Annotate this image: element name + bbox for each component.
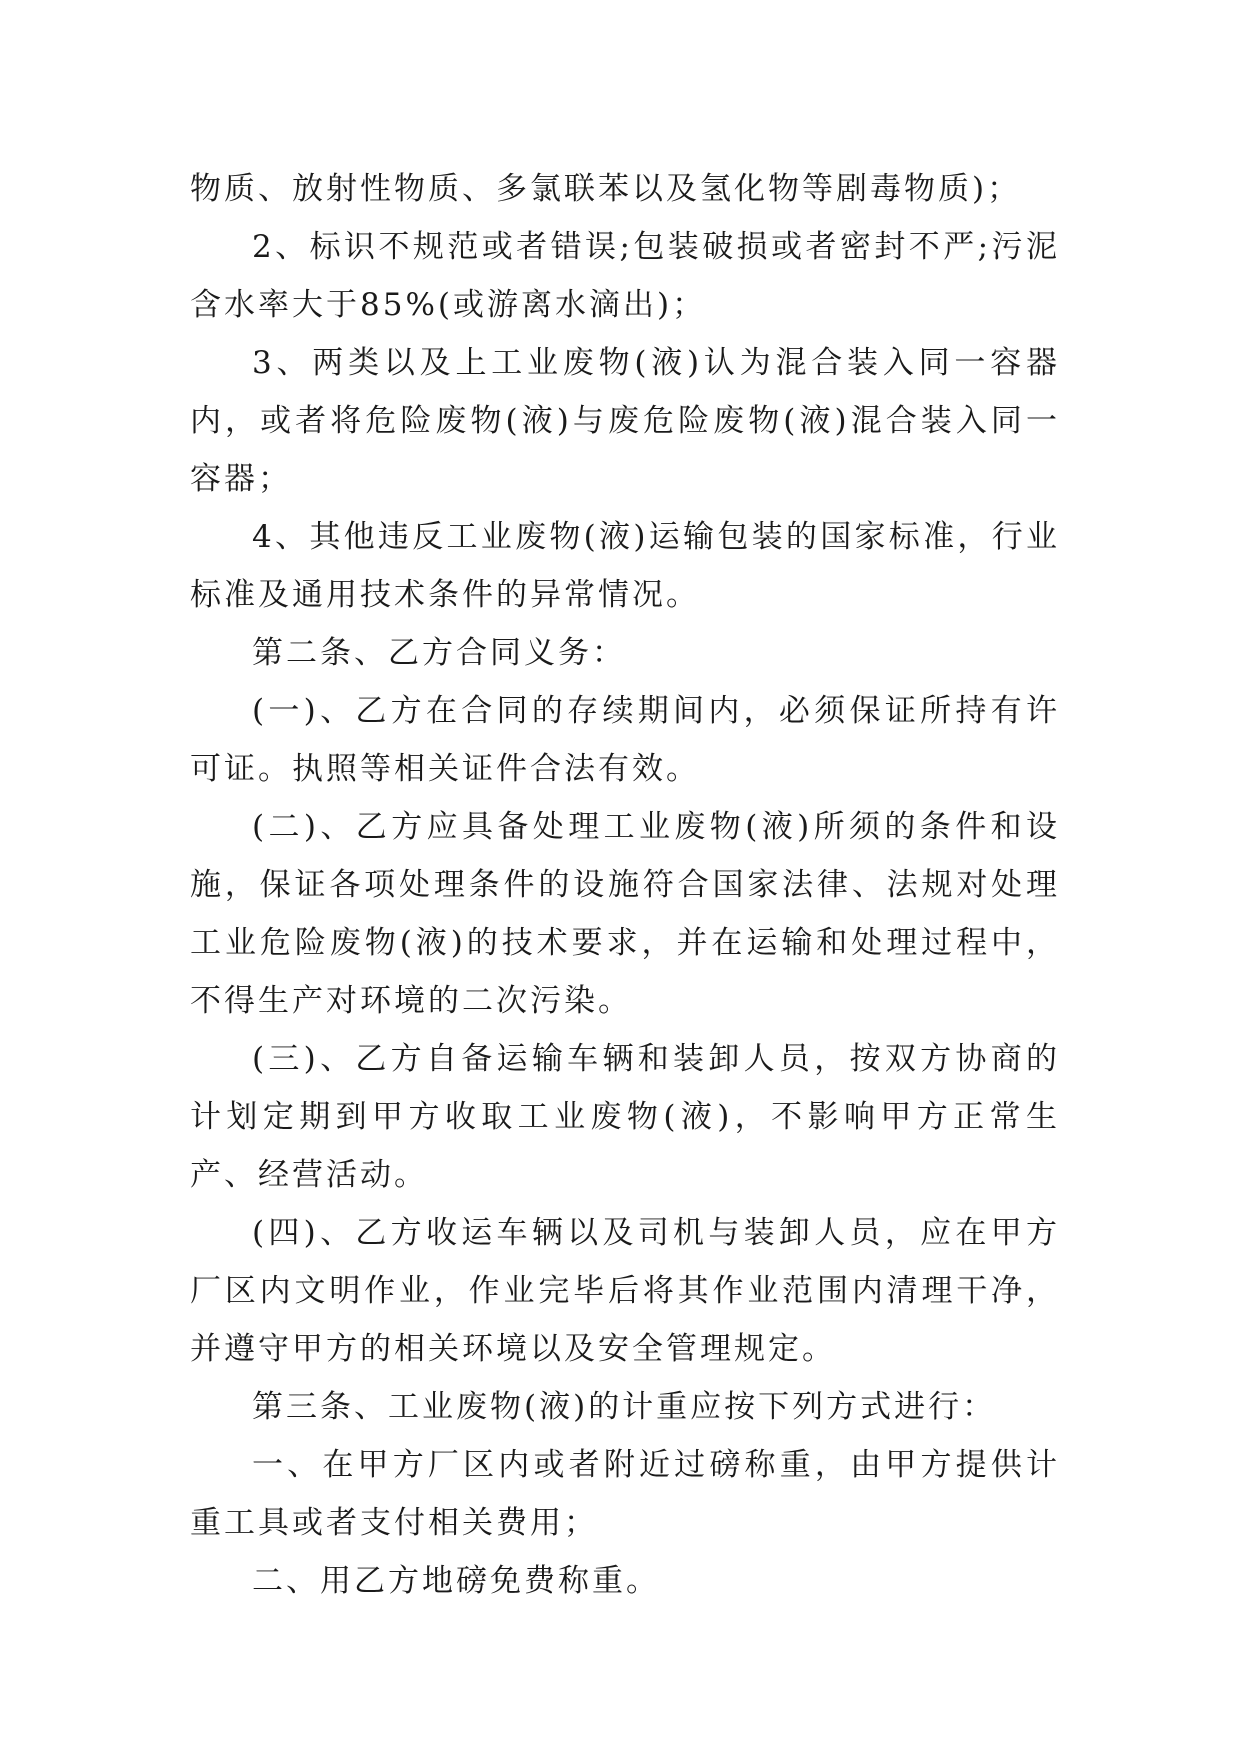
paragraph-3: 3、两类以及上工业废物(液)认为混合装入同一容器内，或者将危险废物(液)与废危险废物(液)混合装入同一容器； (190, 345, 1060, 497)
paragraph-method-1: 一、在甲方厂区内或者附近过磅称重，由甲方提供计重工具或者支付相关费用； (190, 1447, 1060, 1541)
paragraph-item-2: (二)、乙方应具备处理工业废物(液)所须的条件和设施，保证各项处理条件的设施符合国家法律、法规对处理工业危险废物(液)的技术要求，并在运输和处理过程中，不得生产对环境的二次污染。 (190, 809, 1060, 1019)
paragraph-item-4: (四)、乙方收运车辆以及司机与装卸人员，应在甲方厂区内文明作业，作业完毕后将其作业范围内清理干净，并遵守甲方的相关环境以及安全管理规定。 (190, 1215, 1060, 1367)
paragraph-item-1: (一)、乙方在合同的存续期间内，必须保证所持有许可证。执照等相关证件合法有效。 (190, 693, 1060, 787)
section-heading-article-2: 第二条、乙方合同义务： (252, 635, 626, 671)
document-body (190, 160, 1060, 1610)
paragraph-item-3: (三)、乙方自备运输车辆和装卸人员，按双方协商的计划定期到甲方收取工业废物(液)，不影响甲方正常生产、经营活动。 (190, 1041, 1060, 1193)
paragraph-method-2: 二、用乙方地磅免费称重。 (252, 1563, 660, 1599)
paragraph-1: 物质、放射性物质、多氯联苯以及氢化物等剧毒物质)； (190, 171, 1022, 207)
paragraph-2: 2、标识不规范或者错误;包装破损或者密封不严;污泥含水率大于85%(或游离水滴出)； (190, 229, 1060, 323)
paragraph-4: 4、其他违反工业废物(液)运输包装的国家标准，行业标准及通用技术条件的异常情况。 (190, 519, 1060, 613)
section-heading-article-3: 第三条、工业废物(液)的计重应按下列方式进行： (252, 1389, 997, 1425)
